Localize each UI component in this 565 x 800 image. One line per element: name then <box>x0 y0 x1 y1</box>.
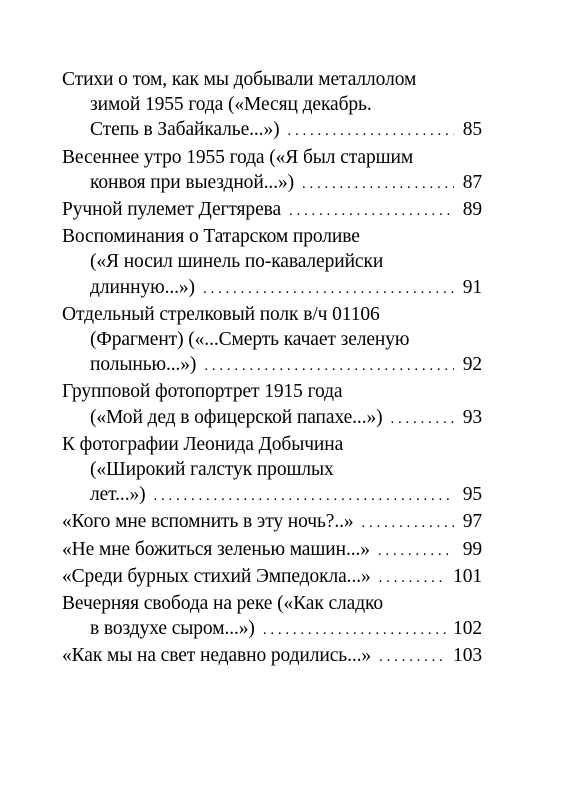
toc-entry <box>62 564 482 591</box>
toc-entry-title: лет...») <box>90 484 146 506</box>
toc-entry-title: Весеннее утро 1955 года («Я был старшим <box>62 146 414 168</box>
toc-entry-line <box>62 249 482 274</box>
toc-entry-line <box>62 224 482 249</box>
dot-leader <box>302 172 454 197</box>
dot-leader <box>391 407 454 432</box>
dot-leader <box>289 199 454 224</box>
toc-entry-line <box>62 616 482 643</box>
toc-page-number: 85 <box>462 119 482 141</box>
toc-entry <box>62 643 482 670</box>
toc-entry <box>62 379 482 431</box>
toc-page-number: 101 <box>453 565 482 587</box>
toc-entry-line <box>62 170 482 197</box>
dot-leader <box>263 618 447 643</box>
toc-entry-title: Степь в Забайкалье...») <box>90 119 280 141</box>
toc-entry-line <box>62 432 482 457</box>
toc-page-number: 91 <box>462 276 482 298</box>
toc-entry <box>62 537 482 564</box>
toc-entry-line <box>62 482 482 509</box>
toc-entry-line <box>62 275 482 302</box>
dot-leader <box>288 119 454 144</box>
dot-leader <box>203 277 454 302</box>
toc-entry-line <box>62 457 482 482</box>
toc-entry <box>62 509 482 536</box>
toc-entry-title: Ручной пулемет Дегтярева <box>62 199 282 221</box>
toc-entry-title: Отдельный стрелковый полк в/ч 01106 <box>62 303 380 325</box>
toc-entry-title: Воспоминания о Татарском проливе <box>62 226 360 248</box>
toc-entry-line <box>62 591 482 616</box>
toc-entry-title: Групповой фотопортрет 1915 года <box>62 381 343 403</box>
toc-page-number: 99 <box>462 538 482 560</box>
toc-entry-title: зимой 1955 года («Месяц декабрь. <box>90 94 372 116</box>
toc-entry-line <box>62 537 482 564</box>
toc-entry-line <box>62 302 482 327</box>
toc-page-number: 93 <box>462 406 482 428</box>
toc-page-number: 103 <box>453 645 482 667</box>
toc-entry-line <box>62 67 482 92</box>
toc-entry-title: (Фрагмент) («...Смерть качает зеленую <box>90 329 410 351</box>
toc-entry-title: «Кого мне вспомнить в эту ночь?..» <box>62 511 354 533</box>
toc-entry-title: «Как мы на свет недавно родились...» <box>62 645 372 667</box>
toc-entry-line <box>62 509 482 536</box>
toc-entry-line <box>62 352 482 379</box>
toc-entry-line <box>62 643 482 670</box>
toc-entry-line <box>62 379 482 404</box>
dot-leader <box>379 566 447 591</box>
toc-entry <box>62 591 482 643</box>
toc-entry-line <box>62 92 482 117</box>
toc-entry-title: длинную...») <box>90 276 195 298</box>
toc-entry <box>62 432 482 510</box>
toc-page-number: 92 <box>462 354 482 376</box>
toc-entry-title: полынью...») <box>90 354 197 376</box>
toc-entry-title: К фотографии Леонида Добычина <box>62 433 344 455</box>
toc-entry-line <box>62 405 482 432</box>
toc-entry <box>62 145 482 197</box>
toc-entry-title: в воздухе сыром...») <box>90 618 255 640</box>
toc-entry-title: («Мой дед в офицерской папахе...») <box>90 406 383 428</box>
toc-page-number: 89 <box>462 199 482 221</box>
toc-entry <box>62 67 482 145</box>
toc-entry-line <box>62 145 482 170</box>
toc-page-number: 95 <box>462 484 482 506</box>
toc-entry <box>62 197 482 224</box>
toc-entry-title: («Я носил шинель по-кавалерийски <box>90 251 384 273</box>
dot-leader <box>362 511 454 536</box>
toc-entry-title: Стихи о том, как мы добывали металлолом <box>62 69 417 90</box>
toc-entry-line <box>62 327 482 352</box>
toc-entry-title: конвоя при выездной...») <box>90 171 295 193</box>
dot-leader <box>379 645 447 670</box>
toc-page-number: 102 <box>453 618 482 640</box>
toc-entry-line <box>62 564 482 591</box>
dot-leader <box>154 484 454 509</box>
dot-leader <box>378 539 454 564</box>
toc-entry-line <box>62 117 482 144</box>
toc-entry <box>62 224 482 302</box>
toc-entry-title: («Широкий галстук прошлых <box>90 459 334 481</box>
toc-page-number: 97 <box>462 511 482 533</box>
toc-entry-title: «Не мне божиться зеленью машин...» <box>62 538 370 560</box>
toc-entry <box>62 302 482 380</box>
toc-entry-title: Вечерняя свобода на реке («Как сладко <box>62 593 384 615</box>
toc-entry-line <box>62 197 482 224</box>
toc-page-number: 87 <box>462 171 482 193</box>
table-of-contents <box>62 67 482 671</box>
dot-leader <box>204 354 454 379</box>
toc-entry-title: «Среди бурных стихий Эмпедокла...» <box>62 565 371 587</box>
